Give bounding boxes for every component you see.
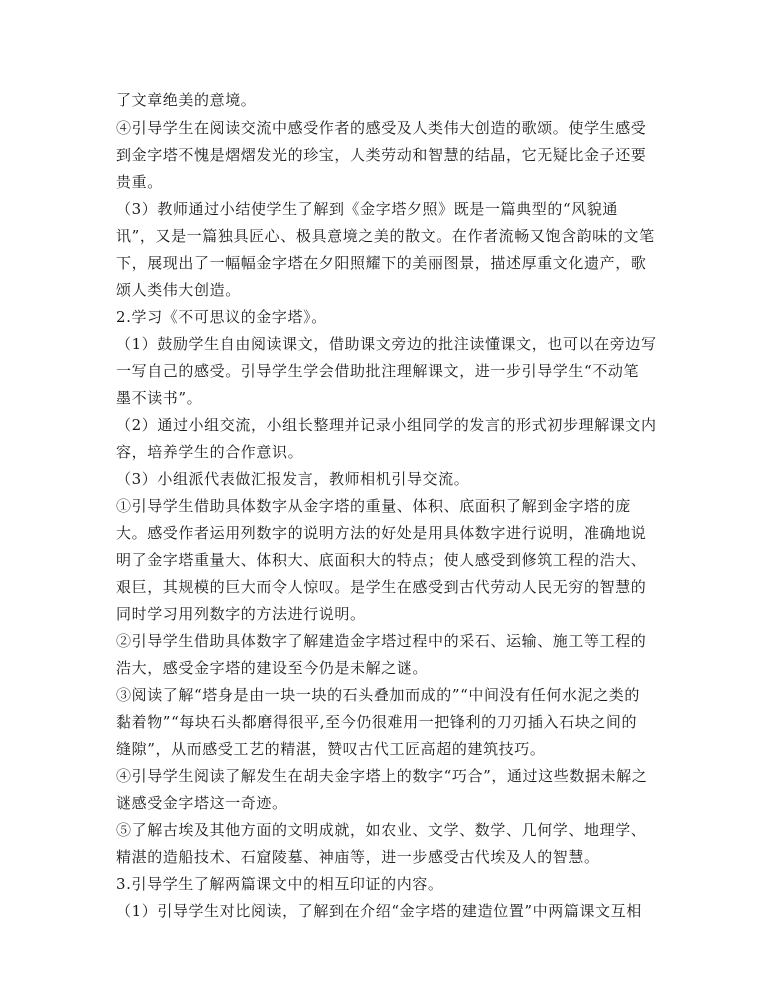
text-line: ④引导学生在阅读交流中感受作者的感受及人类伟大创造的歌颂。使学生感受 [116,119,647,137]
text-line: ①引导学生借助具体数字从金字塔的重量、体积、底面积了解到金字塔的庞 [116,497,631,515]
text-line: （1）鼓励学生自由阅读课文，借助课文旁边的批注读懂课文，也可以在旁边写 [116,335,657,353]
text-line: ⑤了解古埃及其他方面的文明成就，如农业、文学、数学、几何学、地理学、 [116,821,647,839]
text-line: 精湛的造船技术、石窟陵墓、神庙等，进一步感受古代埃及人的智慧。 [116,848,600,866]
text-line: 2.学习《不可思议的金字塔》。 [116,308,327,326]
text-line: 大。感受作者运用列数字的说明方法的好处是用具体数字进行说明，准确地说 [116,524,647,542]
text-line: ③阅读了解“塔身是由一块一块的石头叠加而成的”“中间没有任何水泥之类的 [116,686,641,704]
text-line: ④引导学生阅读了解发生在胡夫金字塔上的数字“巧合”，通过这些数据未解之 [116,767,648,785]
text-line: （2）通过小组交流，小组长整理并记录小组同学的发言的形式初步理解课文内 [116,416,657,434]
text-line: 黏着物”“每块石头都磨得很平,至今仍很难用一把锋利的刀刃插入石块之间的 [116,713,638,731]
text-line: 艰巨，其规模的巨大而令人惊叹。是学生在感受到古代劳动人民无穷的智慧的 [116,578,647,596]
text-line: 谜感受金字塔这一奇迹。 [116,794,288,812]
text-line: 浩大，感受金字塔的建设至今仍是未解之谜。 [116,659,429,677]
text-line: 了文章绝美的意境。 [116,91,257,109]
text-line: 下，展现出了一幅幅金字塔在夕阳照耀下的美丽图景，描述厚重文化遗产，歌 [116,254,647,272]
text-line: （3）教师通过小结使学生了解到《金字塔夕照》既是一篇典型的“风貌通 [116,200,619,218]
text-line: （1）引导学生对比阅读，了解到在介绍“金字塔的建造位置”中两篇课文互相 [116,902,642,920]
text-line: 一写自己的感受。引导学生学会借助批注理解课文，进一步引导学生“不动笔 [116,362,640,380]
text-line: 明了金字塔重量大、体积大、底面积大的特点；使人感受到修筑工程的浩大、 [116,551,647,569]
text-line: 缝隙”，从而感受工艺的精湛，赞叹古代工匠高超的建筑技巧。 [116,740,546,758]
text-line: 容，培养学生的合作意识。 [116,443,304,461]
text-line: 贵重。 [116,173,163,191]
text-line: 墨不读书”。 [116,389,203,407]
text-line: （3）小组派代表做汇报发言，教师相机引导交流。 [116,470,470,488]
text-line: ②引导学生借助具体数字了解建造金字塔过程中的采石、运输、施工等工程的 [116,632,647,650]
text-line: 3.引导学生了解两篇课文中的相互印证的内容。 [116,875,444,893]
text-line: 到金字塔不愧是熠熠发光的珍宝，人类劳动和智慧的结晶，它无疑比金子还要 [116,146,647,164]
text-line: 讯”，又是一篇独具匠心、极具意境之美的散文。在作者流畅又饱含韵味的文笔 [116,227,655,245]
text-line: 同时学习用列数字的方法进行说明。 [116,605,366,623]
text-line: 颂人类伟大创造。 [116,281,241,299]
